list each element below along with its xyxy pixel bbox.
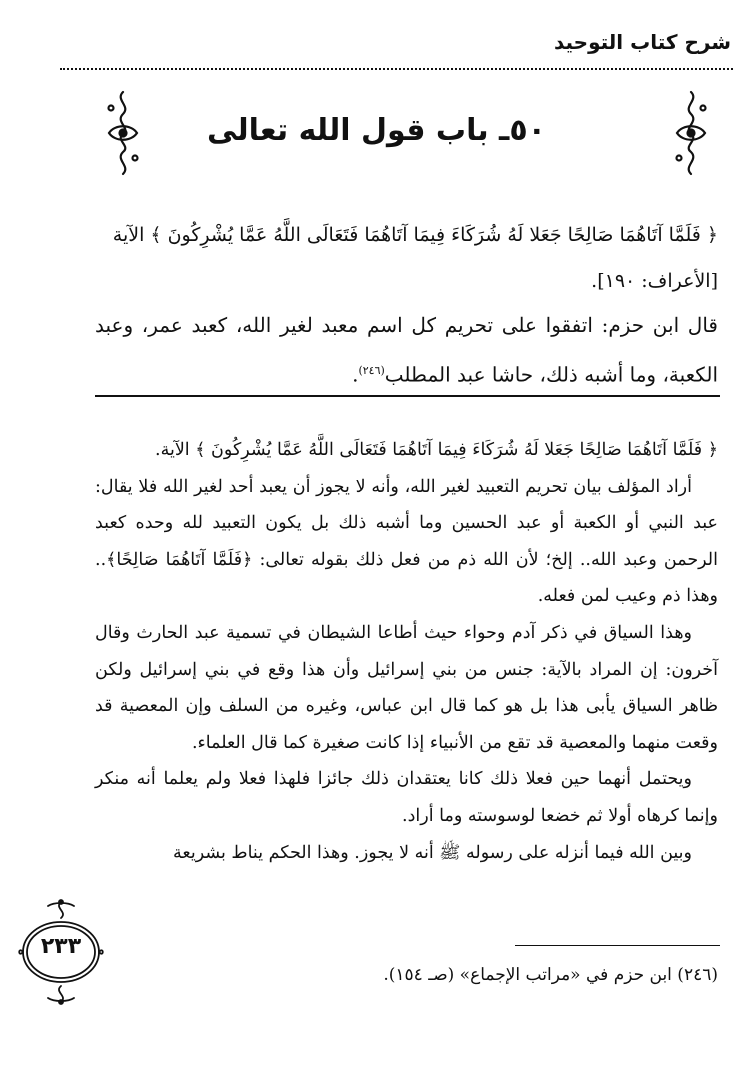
commentary-paragraph: وهذا السياق في ذكر آدم وحواء حيث أطاعا الشيطان في تسمية عبد الحارث وقال آخرون: إن المراد بالآية: جنس من بني إسرائيل وأن هذا وقع في بني إسرائيل ولكن ظاهر السياق يأبى هذا بل هو كما قال ابن عباس، وغيره من السلف وإن المعصية قد وقعت منهما والمعصية قد تقع من الأنبياء إذا كانت صغيرة كما قال العلماء. [95, 622, 718, 753]
section-divider [95, 395, 720, 397]
footnote-divider [515, 945, 720, 946]
ibn-hazm-quote-text: قال ابن حزم: اتفقوا على تحريم كل اسم معبد لغير الله، كعبد عمر، وعبد الكعبة، وما أشبه ذلك، حاشا عبد المطلب [95, 313, 718, 387]
commentary-paragraph: أراد المؤلف بيان تحريم التعبيد لغير الله، وأنه لا يجوز أن يعبد أحد لغير الله فلا يقال: عبد النبي أو الكعبة أو عبد الحسين وما أشبه ذلك بل يكون التعبيد لله وحده كعبد الرحمن وعبد الله.. إلخ؛ لأن الله ذم من فعل ذلك بقوله تعالى: ﴿فَلَمَّا آتَاهُمَا صَالِحًا﴾.. وهذا ذم وعيب لمن فعله. [95, 476, 718, 607]
chapter-title: ٥٠ـ باب قول الله تعالى [207, 113, 546, 148]
quran-verse-text: ﴿ فَلَمَّا آتَاهُمَا صَالِحًا جَعَلا لَهُ شُرَكَاءَ فِيمَا آتَاهُمَا فَتَعَالَى اللَّهُ عَمَّا يُشْرِكُونَ ﴾ الآية [112, 224, 718, 246]
commentary-body [95, 432, 718, 871]
footnote-reference[interactable]: (٢٤٦) [358, 364, 385, 377]
quran-verse-block [95, 212, 718, 304]
commentary-paragraph: وبين الله فيما أنزله على رسوله ﷺ أنه لا يجوز. وهذا الحكم يناط بشريعة [173, 842, 692, 863]
page-number: ٢٣٣ [40, 934, 82, 959]
commentary-paragraph: ويحتمل أنهما حين فعلا ذلك كانا يعتقدان ذلك جائزا فلهذا فعلا ولم يعلما أنه منكر وإنما كرهاه أولا ثم خضعا لوسوسته وما أراد. [95, 769, 718, 826]
quote-end-mark: . [352, 362, 359, 387]
running-header-title: شرح كتاب التوحيد [553, 30, 731, 54]
footnote: (٢٤٦) ابن حزم في «مراتب الإجماع» (صـ ١٥٤). [383, 965, 718, 985]
header-dotted-rule [60, 68, 733, 70]
verse-citation: [الأعراف: ١٩٠]. [591, 270, 718, 292]
ibn-hazm-quote [95, 302, 718, 398]
commentary-verse-line: ﴿ فَلَمَّا آتَاهُمَا صَالِحًا جَعَلا لَهُ شُرَكَاءَ فِيمَا آتَاهُمَا فَتَعَالَى اللَّهُ عَمَّا يُشْرِكُونَ ﴾ الآية. [155, 440, 718, 460]
